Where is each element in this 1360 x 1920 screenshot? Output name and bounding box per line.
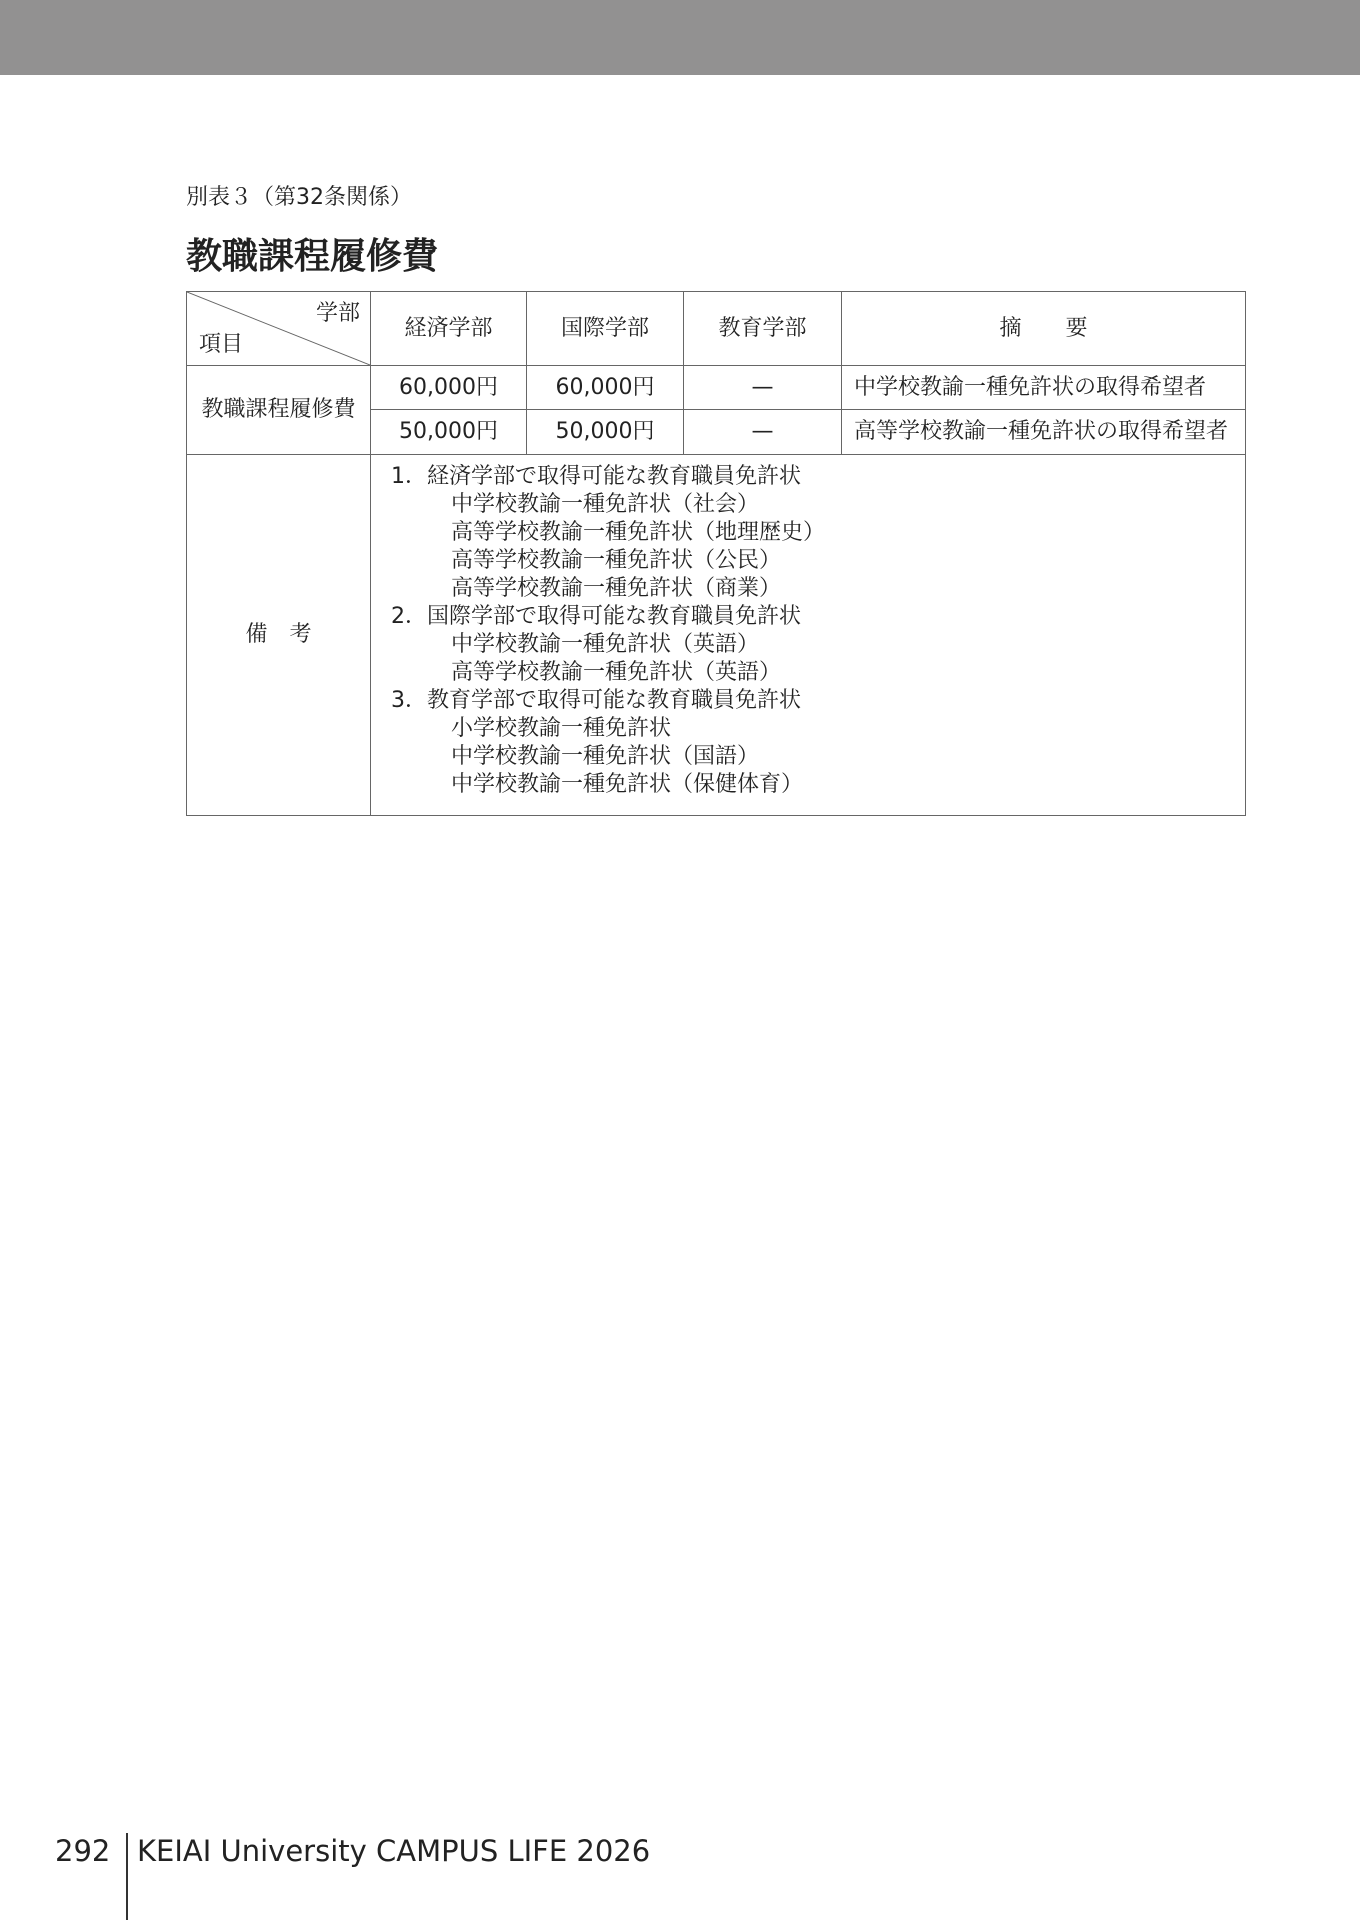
remark-item: 高等学校教諭一種免許状（商業）	[451, 576, 782, 601]
remarks-row	[187, 455, 1246, 816]
header-kokusai: 国際学部	[527, 292, 684, 366]
publication-name: KEIAI University CAMPUS LIFE 2026	[137, 1834, 651, 1868]
remark-heading: 1．経済学部で取得可能な教育職員免許状	[391, 464, 801, 489]
remark-heading: 2．国際学部で取得可能な教育職員免許状	[391, 604, 801, 629]
fee-summary: 高等学校教諭一種免許状の取得希望者	[842, 410, 1246, 455]
remark-item: 中学校教諭一種免許状（英語）	[451, 632, 760, 657]
fee-kyoiku: —	[684, 366, 842, 410]
header-summary: 摘 要	[842, 292, 1246, 366]
remark-item: 高等学校教諭一種免許状（公民）	[451, 548, 782, 573]
fee-keizai: 60,000円	[371, 366, 527, 410]
corner-item-label: 項目	[199, 332, 244, 357]
remark-item: 中学校教諭一種免許状（保健体育）	[451, 772, 804, 797]
header-kyoiku: 教育学部	[684, 292, 842, 366]
remarks-label: 備 考	[187, 455, 371, 816]
remark-item: 中学校教諭一種免許状（国語）	[451, 744, 760, 769]
fee-kyoiku: —	[684, 410, 842, 455]
appendix-caption: 別表３（第32条関係）	[186, 185, 412, 210]
page-title: 教職課程履修費	[186, 236, 439, 277]
fee-kokusai: 50,000円	[527, 410, 684, 455]
top-banner-bar	[0, 0, 1360, 75]
corner-header-cell	[187, 292, 371, 366]
fee-keizai: 50,000円	[371, 410, 527, 455]
footer-divider	[126, 1833, 128, 1920]
page-number: 292	[55, 1834, 111, 1868]
fee-row-label: 教職課程履修費	[187, 366, 371, 455]
remark-item: 中学校教諭一種免許状（社会）	[451, 492, 760, 517]
remark-item: 高等学校教諭一種免許状（英語）	[451, 660, 782, 685]
corner-faculty-label: 学部	[315, 301, 360, 326]
remarks-content	[371, 455, 1246, 816]
remark-item: 小学校教諭一種免許状	[451, 716, 672, 741]
table-header-row	[187, 292, 1246, 366]
remark-item: 高等学校教諭一種免許状（地理歴史）	[451, 520, 826, 545]
fee-summary: 中学校教諭一種免許状の取得希望者	[842, 366, 1246, 410]
header-keizai: 経済学部	[371, 292, 527, 366]
table-row	[187, 366, 1246, 410]
fee-kokusai: 60,000円	[527, 366, 684, 410]
fee-table	[186, 291, 1246, 816]
remark-heading: 3．教育学部で取得可能な教育職員免許状	[391, 688, 801, 713]
